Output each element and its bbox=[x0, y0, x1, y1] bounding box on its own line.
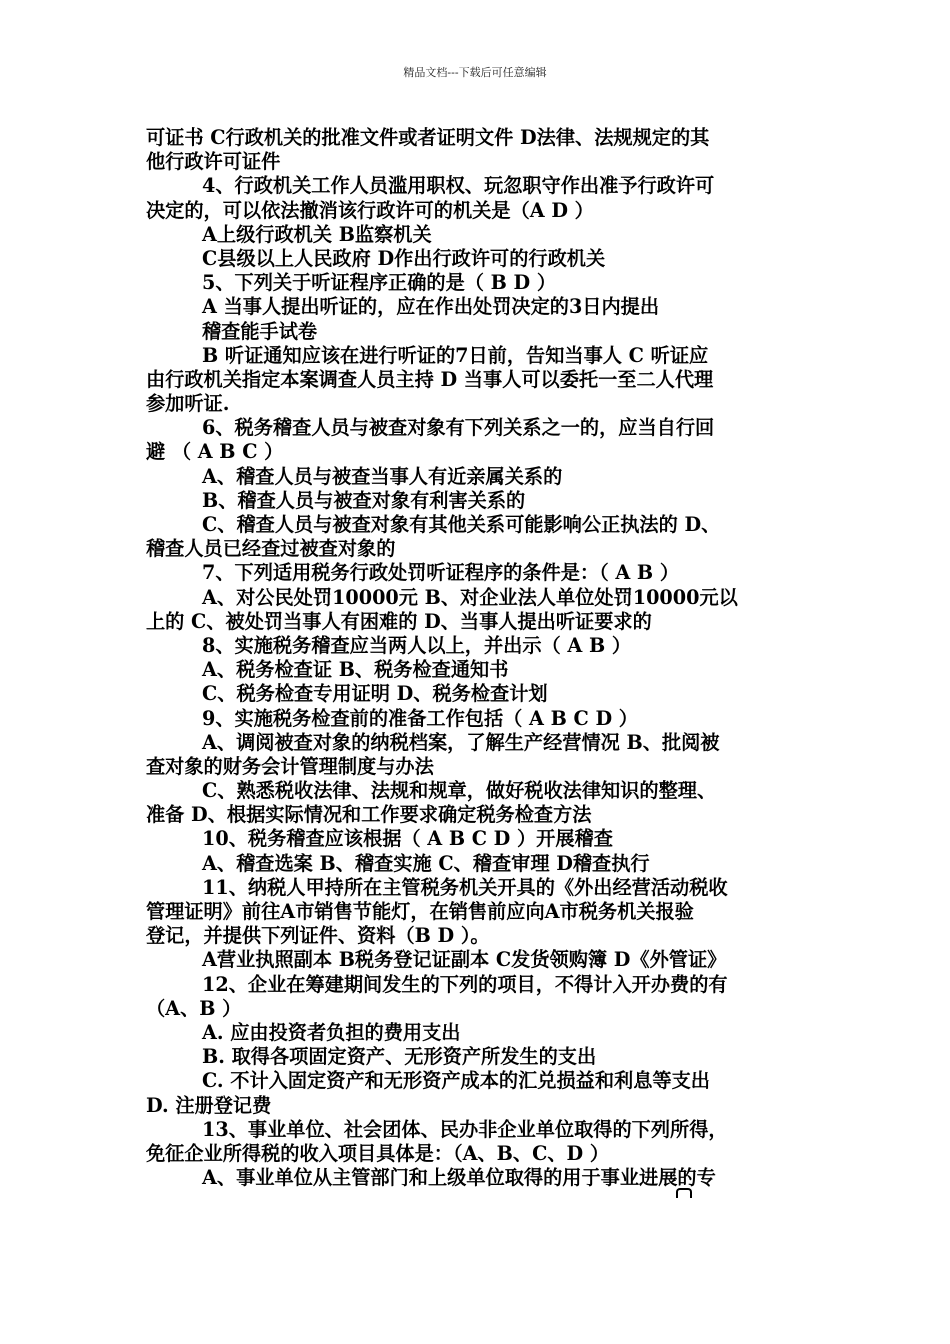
text-line: C、税务检查专用证明 D、税务检查计划 bbox=[202, 682, 548, 706]
page-header: 精品文档---下载后可任意编辑 bbox=[403, 66, 547, 79]
text-line: 6、税务稽查人员与被查对象有下列关系之一的，应当自行回 bbox=[202, 416, 715, 440]
text-line: 可证书 C行政机关的批准文件或者证明文件 D法律、法规规定的其 bbox=[146, 126, 710, 149]
text-line: B、稽查人员与被查对象有利害关系的 bbox=[202, 488, 526, 512]
text-line: A. 应由投资者负担的费用支出 bbox=[202, 1020, 461, 1044]
text-line: A、稽查选案 B、稽查实施 C、稽查审理 D稽查执行 bbox=[202, 851, 650, 875]
document-body bbox=[146, 126, 810, 1190]
text-line: 4、行政机关工作人员滥用职权、玩忽职守作出准予行政许可 bbox=[202, 174, 715, 198]
text-line: A、调阅被查对象的纳税档案，了解生产经营情况 B、批阅被 bbox=[202, 730, 720, 754]
text-line: A 当事人提出听证的，应在作出处罚决定的3日内提出 bbox=[202, 295, 660, 319]
text-line: 11、纳税人甲持所在主管税务机关开具的《外出经营活动税收 bbox=[202, 875, 728, 899]
text-line: 13、事业单位、社会团体、民办非企业单位取得的下列所得， bbox=[202, 1117, 728, 1141]
text-line: C县级以上人民政府 D作出行政许可的行政机关 bbox=[202, 246, 606, 270]
text-line: A、对公民处罚10000元 B、对企业法人单位处罚10000元以 bbox=[202, 585, 738, 609]
text-line: 7、下列适用税务行政处罚听证程序的条件是：（ A B ） bbox=[202, 561, 680, 585]
text-line: C、稽查人员与被查对象有其他关系可能影响公正执法的 D、 bbox=[202, 513, 721, 536]
text-line: 他行政许可证件 bbox=[146, 150, 281, 174]
text-line: 准备 D、根据实际情况和工作要求确定税务检查方法 bbox=[146, 803, 592, 827]
text-line: 由行政机关指定本案调查人员主持 D 当事人可以委托一至二人代理 bbox=[146, 367, 714, 391]
cursor-mark-icon bbox=[676, 1188, 692, 1198]
text-line: 决定的，可以依法撤消该行政许可的机关是（A D ） bbox=[146, 198, 594, 222]
text-line: A、税务检查证 B、税务检查通知书 bbox=[202, 658, 509, 682]
text-line: 免征企业所得税的收入项目具体是：（A、B、C、D ） bbox=[146, 1141, 610, 1165]
text-line: 参加听证. bbox=[146, 392, 230, 416]
text-line: 查对象的财务会计管理制度与办法 bbox=[146, 754, 434, 778]
text-line: 9、实施税务检查前的准备工作包括（ A B C D ） bbox=[202, 706, 638, 730]
text-line: 上的 C、被处罚当事人有困难的 D、当事人提出听证要求的 bbox=[146, 609, 652, 633]
text-line: 稽查能手试卷 bbox=[202, 319, 318, 343]
text-line: C. 不计入固定资产和无形资产成本的汇兑损益和利息等支出 bbox=[202, 1069, 710, 1093]
text-line: A、事业单位从主管部门和上级单位取得的用于事业进展的专 bbox=[202, 1166, 716, 1190]
text-line: 管理证明》前往A市销售节能灯，在销售前应向A市税务机关报验 bbox=[146, 900, 694, 923]
text-line: 登记，并提供下列证件、资料（B D ）。 bbox=[146, 924, 490, 948]
text-line: 8、实施税务稽查应当两人以上，并出示（ A B ） bbox=[202, 633, 632, 657]
text-line: A、稽查人员与被查当事人有近亲属关系的 bbox=[202, 464, 563, 488]
text-line: 稽查人员已经查过被查对象的 bbox=[146, 537, 396, 561]
text-line: （A、B ） bbox=[146, 996, 242, 1020]
text-line: 避 （ A B C ） bbox=[146, 440, 284, 464]
text-line: 5、下列关于听证程序正确的是（ B D ） bbox=[202, 271, 557, 295]
text-line: B 听证通知应该在进行听证的7日前，告知当事人 C 听证应 bbox=[202, 343, 709, 367]
text-line: B. 取得各项固定资产、无形资产所发生的支出 bbox=[202, 1045, 597, 1069]
text-line: D. 注册登记费 bbox=[146, 1093, 272, 1117]
text-line: 12、企业在筹建期间发生的下列的项目，不得计入开办费的有 bbox=[202, 972, 728, 996]
text-line: A上级行政机关 B监察机关 bbox=[202, 222, 432, 246]
text-line: A营业执照副本 B税务登记证副本 C发货领购簿 D《外管证》 bbox=[202, 948, 727, 972]
text-line: C、熟悉税收法律、法规和规章，做好税收法律知识的整理、 bbox=[202, 779, 717, 803]
text-line: 10、税务稽查应该根据（ A B C D ）开展稽查 bbox=[202, 827, 613, 851]
